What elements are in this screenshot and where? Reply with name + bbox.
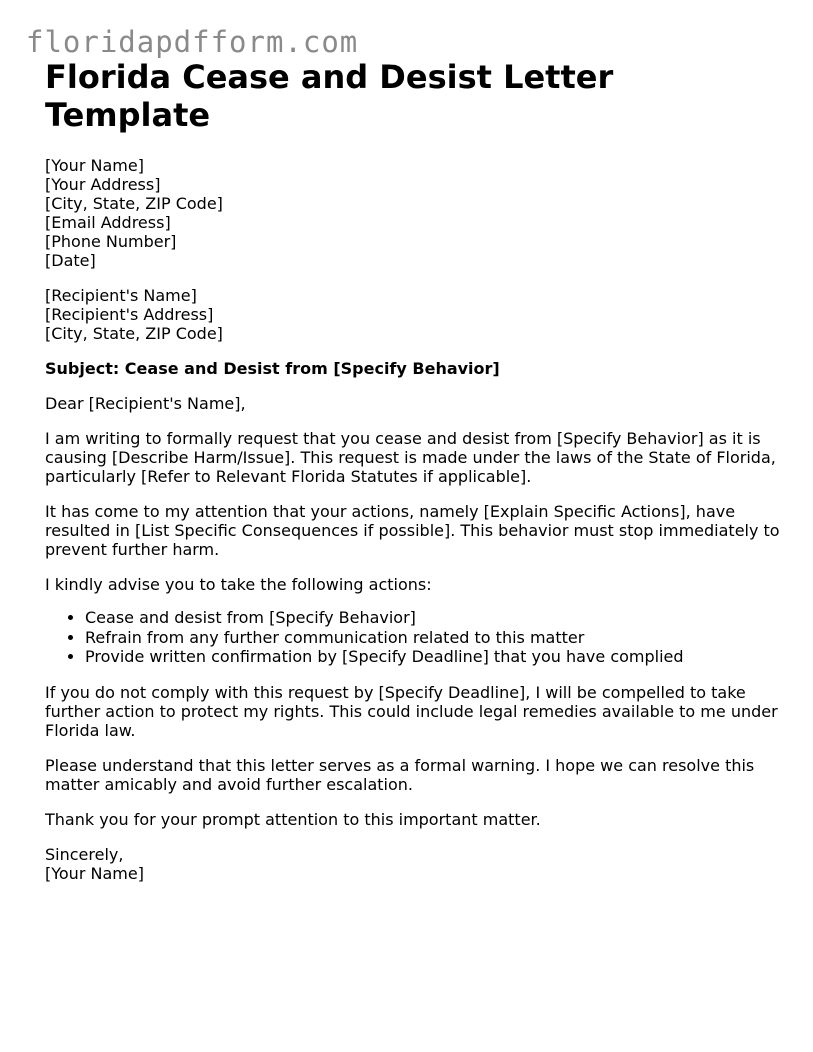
sender-email: [Email Address] (45, 213, 171, 232)
subject-line: Subject: Cease and Desist from [Specify Behavior] (45, 359, 500, 378)
required-actions-list (45, 608, 785, 667)
list-item: • Refrain from any further communication related to this matter (85, 628, 785, 648)
body-paragraph-consequences: If you do not comply with this request by [Specify Deadline], I will be compelled to take further action to protect my rights. This could include legal remedies available to me under Florida law. (45, 682, 778, 740)
list-item: • Provide written confirmation by [Specify Deadline] that you have complied (85, 647, 785, 667)
site-watermark: floridapdfform.com (26, 25, 359, 59)
letter-date: [Date] (45, 251, 96, 270)
sender-phone: [Phone Number] (45, 232, 177, 251)
recipient-name: [Recipient's Name] (45, 286, 197, 305)
recipient-city-state-zip: [City, State, ZIP Code] (45, 324, 223, 343)
signature-block (45, 845, 785, 883)
sender-name: [Your Name] (45, 156, 144, 175)
list-item: • Cease and desist from [Specify Behavior] (85, 608, 785, 628)
document-title: Florida Cease and Desist Letter Template (45, 58, 614, 134)
body-paragraph-warning: Please understand that this letter serves as a formal warning. I hope we can resolve this matter amicably and avoid further escalation. (45, 755, 755, 794)
sender-city-state-zip: [City, State, ZIP Code] (45, 194, 223, 213)
letter-document (45, 58, 785, 883)
signature-name: [Your Name] (45, 863, 144, 883)
salutation: Dear [Recipient's Name], (45, 394, 246, 413)
body-paragraph-request: I am writing to formally request that you cease and desist from [Specify Behavior] as it is causing [Describe Harm/Issue]. This request is made under the laws of the State of Florida, particularly [Refer to Relevant Florida Statutes if applicable]. (45, 429, 776, 486)
recipient-address-block (45, 286, 785, 343)
sender-address-block (45, 156, 785, 270)
recipient-address: [Recipient's Address] (45, 305, 214, 324)
body-paragraph-advice: I kindly advise you to take the following actions: (45, 575, 432, 594)
signoff: Sincerely, (45, 844, 124, 864)
sender-address: [Your Address] (45, 175, 161, 194)
body-paragraph-actions: It has come to my attention that your actions, namely [Explain Specific Actions], have resulted in [List Specific Consequences if possible]. This behavior must stop immediately to prevent further harm. (45, 502, 780, 559)
body-paragraph-thanks: Thank you for your prompt attention to this important matter. (45, 809, 541, 829)
